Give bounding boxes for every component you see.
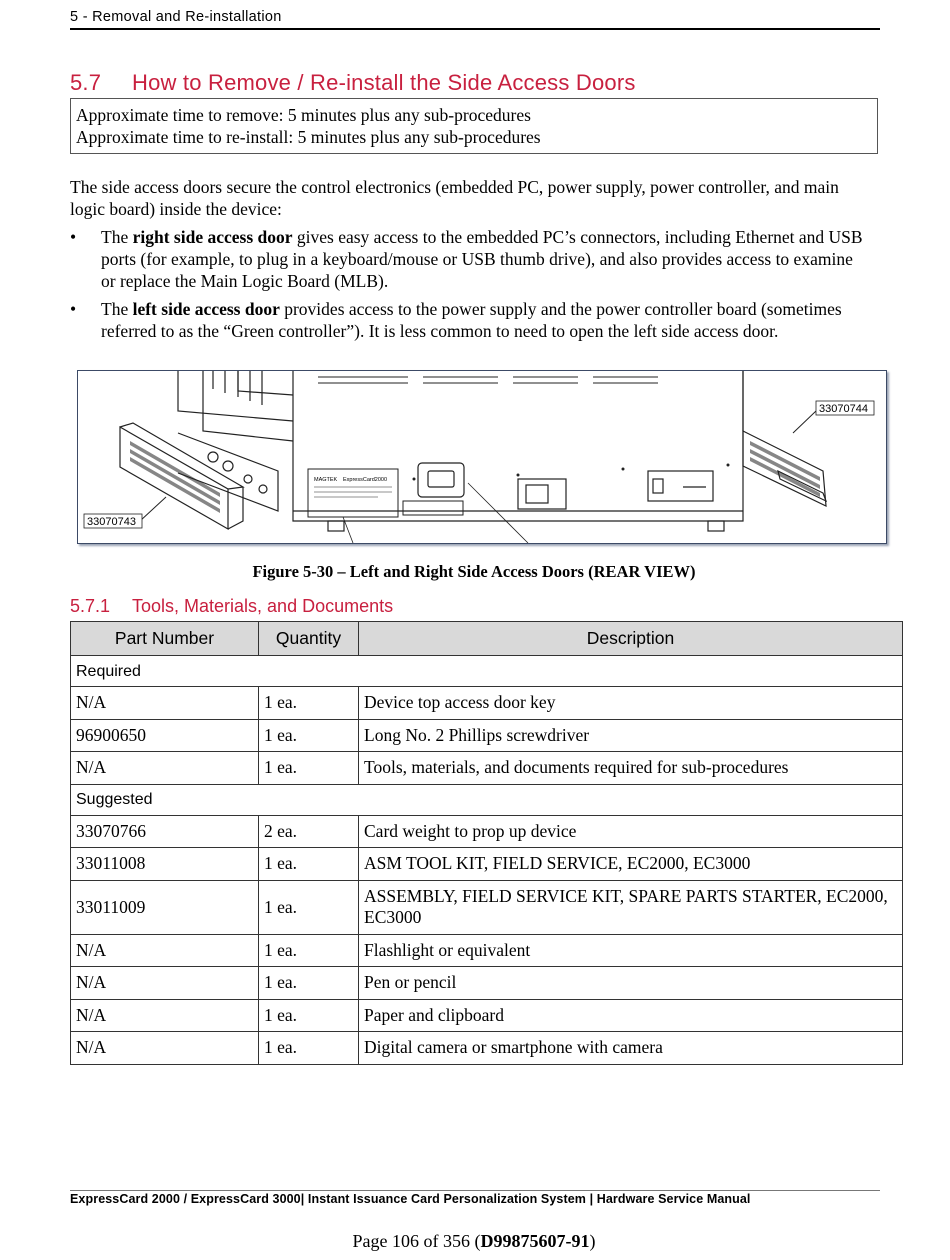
cell-description: Card weight to prop up device: [359, 815, 903, 848]
cell-part-number: 96900650: [71, 719, 259, 752]
table-row: [71, 1032, 903, 1065]
bullet-text: The right side access door gives easy access to the embedded PC’s connectors, including Ethernet and USB ports (for example, to plug in a keyboard/mouse or USB thumb drive), and also provides access to examine or replace the Main Logic Board (MLB).: [101, 227, 863, 291]
bullet-dot-icon: •: [70, 299, 77, 319]
section-title-text: How to Remove / Re-install the Side Access Doors: [132, 70, 636, 95]
cell-description: Device top access door key: [359, 687, 903, 720]
figure-rear-view: [77, 370, 887, 544]
subsection-number: 5.7.1: [70, 596, 111, 616]
footer-manual-title: ExpressCard 2000 / ExpressCard 3000| Instant Issuance Card Personalization System | Hardware Service Manual: [70, 1192, 751, 1206]
time-to-reinstall: Approximate time to re-install: 5 minutes plus any sub-procedures: [76, 127, 541, 147]
cell-quantity: 2 ea.: [259, 815, 359, 848]
cell-description: ASSEMBLY, FIELD SERVICE KIT, SPARE PARTS STARTER, EC2000, EC3000: [359, 880, 903, 934]
cell-description: Long No. 2 Phillips screwdriver: [359, 719, 903, 752]
table-row: [71, 719, 903, 752]
cell-part-number: N/A: [71, 967, 259, 1000]
cell-description: Pen or pencil: [359, 967, 903, 1000]
document-number: D99875607-91: [480, 1231, 590, 1251]
cell-part-number: N/A: [71, 934, 259, 967]
intro-paragraph: The side access doors secure the control electronics (embedded PC, power supply, power controller, and main logic board) inside the device:: [70, 177, 839, 219]
cell-quantity: 1 ea.: [259, 719, 359, 752]
time-to-remove: Approximate time to remove: 5 minutes plus any sub-procedures: [76, 105, 531, 125]
table-group-row: [71, 656, 903, 687]
figure-caption: Figure 5-30 – Left and Right Side Access Doors (REAR VIEW): [252, 562, 696, 581]
header-part-number: Part Number: [71, 622, 259, 656]
footer-divider: [70, 1190, 880, 1191]
cell-quantity: 1 ea.: [259, 999, 359, 1032]
cell-quantity: 1 ea.: [259, 752, 359, 785]
cell-part-number: N/A: [71, 687, 259, 720]
table-header-row: [71, 622, 903, 656]
header-quantity: Quantity: [259, 622, 359, 656]
cell-description: Flashlight or equivalent: [359, 934, 903, 967]
table-row: [71, 934, 903, 967]
cell-part-number: N/A: [71, 752, 259, 785]
cell-part-number: 33070766: [71, 815, 259, 848]
section-number: 5.7: [70, 70, 102, 95]
bullet-term: right side access door: [132, 227, 293, 247]
header-description: Description: [359, 622, 903, 656]
cell-quantity: 1 ea.: [259, 1032, 359, 1065]
callout-right-door: 33070744: [819, 403, 868, 415]
cell-part-number: N/A: [71, 999, 259, 1032]
cell-quantity: 1 ea.: [259, 967, 359, 1000]
table-row: [71, 999, 903, 1032]
cell-description: ASM TOOL KIT, FIELD SERVICE, EC2000, EC3000: [359, 848, 903, 881]
time-estimate-box: [70, 98, 878, 154]
subsection-title-text: Tools, Materials, and Documents: [132, 596, 394, 616]
cell-description: Paper and clipboard: [359, 999, 903, 1032]
cell-description: Digital camera or smartphone with camera: [359, 1032, 903, 1065]
table-row: [71, 752, 903, 785]
cell-quantity: 1 ea.: [259, 880, 359, 934]
device-label-product: ExpressCard2000: [343, 477, 388, 483]
subsection-title: [70, 596, 393, 617]
cell-quantity: 1 ea.: [259, 934, 359, 967]
group-suggested: Suggested: [71, 784, 903, 815]
cell-part-number: 33011009: [71, 880, 259, 934]
cell-quantity: 1 ea.: [259, 687, 359, 720]
section-title: [70, 70, 636, 96]
table-row: [71, 848, 903, 881]
device-rear-view-illustration: [78, 371, 886, 543]
table-row: [71, 880, 903, 934]
table-row: [71, 815, 903, 848]
table-group-row: [71, 784, 903, 815]
bullet-text: The left side access door provides access to the power supply and the power controller board (sometimes referred to as the “Green controller”). It is less common to need to open the left side access door.: [101, 299, 842, 341]
cell-description: Tools, materials, and documents required for sub-procedures: [359, 752, 903, 785]
group-required: Required: [71, 656, 903, 687]
bullet-dot-icon: •: [70, 227, 77, 247]
bullet-term: left side access door: [132, 299, 280, 319]
device-label-brand: MAGTEK: [314, 477, 338, 483]
cell-part-number: N/A: [71, 1032, 259, 1065]
tools-materials-table: [70, 621, 903, 1065]
page-number: Page 106 of 356 (D99875607-91): [352, 1231, 596, 1251]
cell-part-number: 33011008: [71, 848, 259, 881]
running-header: 5 - Removal and Re-installation: [70, 9, 880, 30]
table-row: [71, 687, 903, 720]
table-row: [71, 967, 903, 1000]
cell-quantity: 1 ea.: [259, 848, 359, 881]
callout-left-door: 33070743: [87, 516, 136, 528]
